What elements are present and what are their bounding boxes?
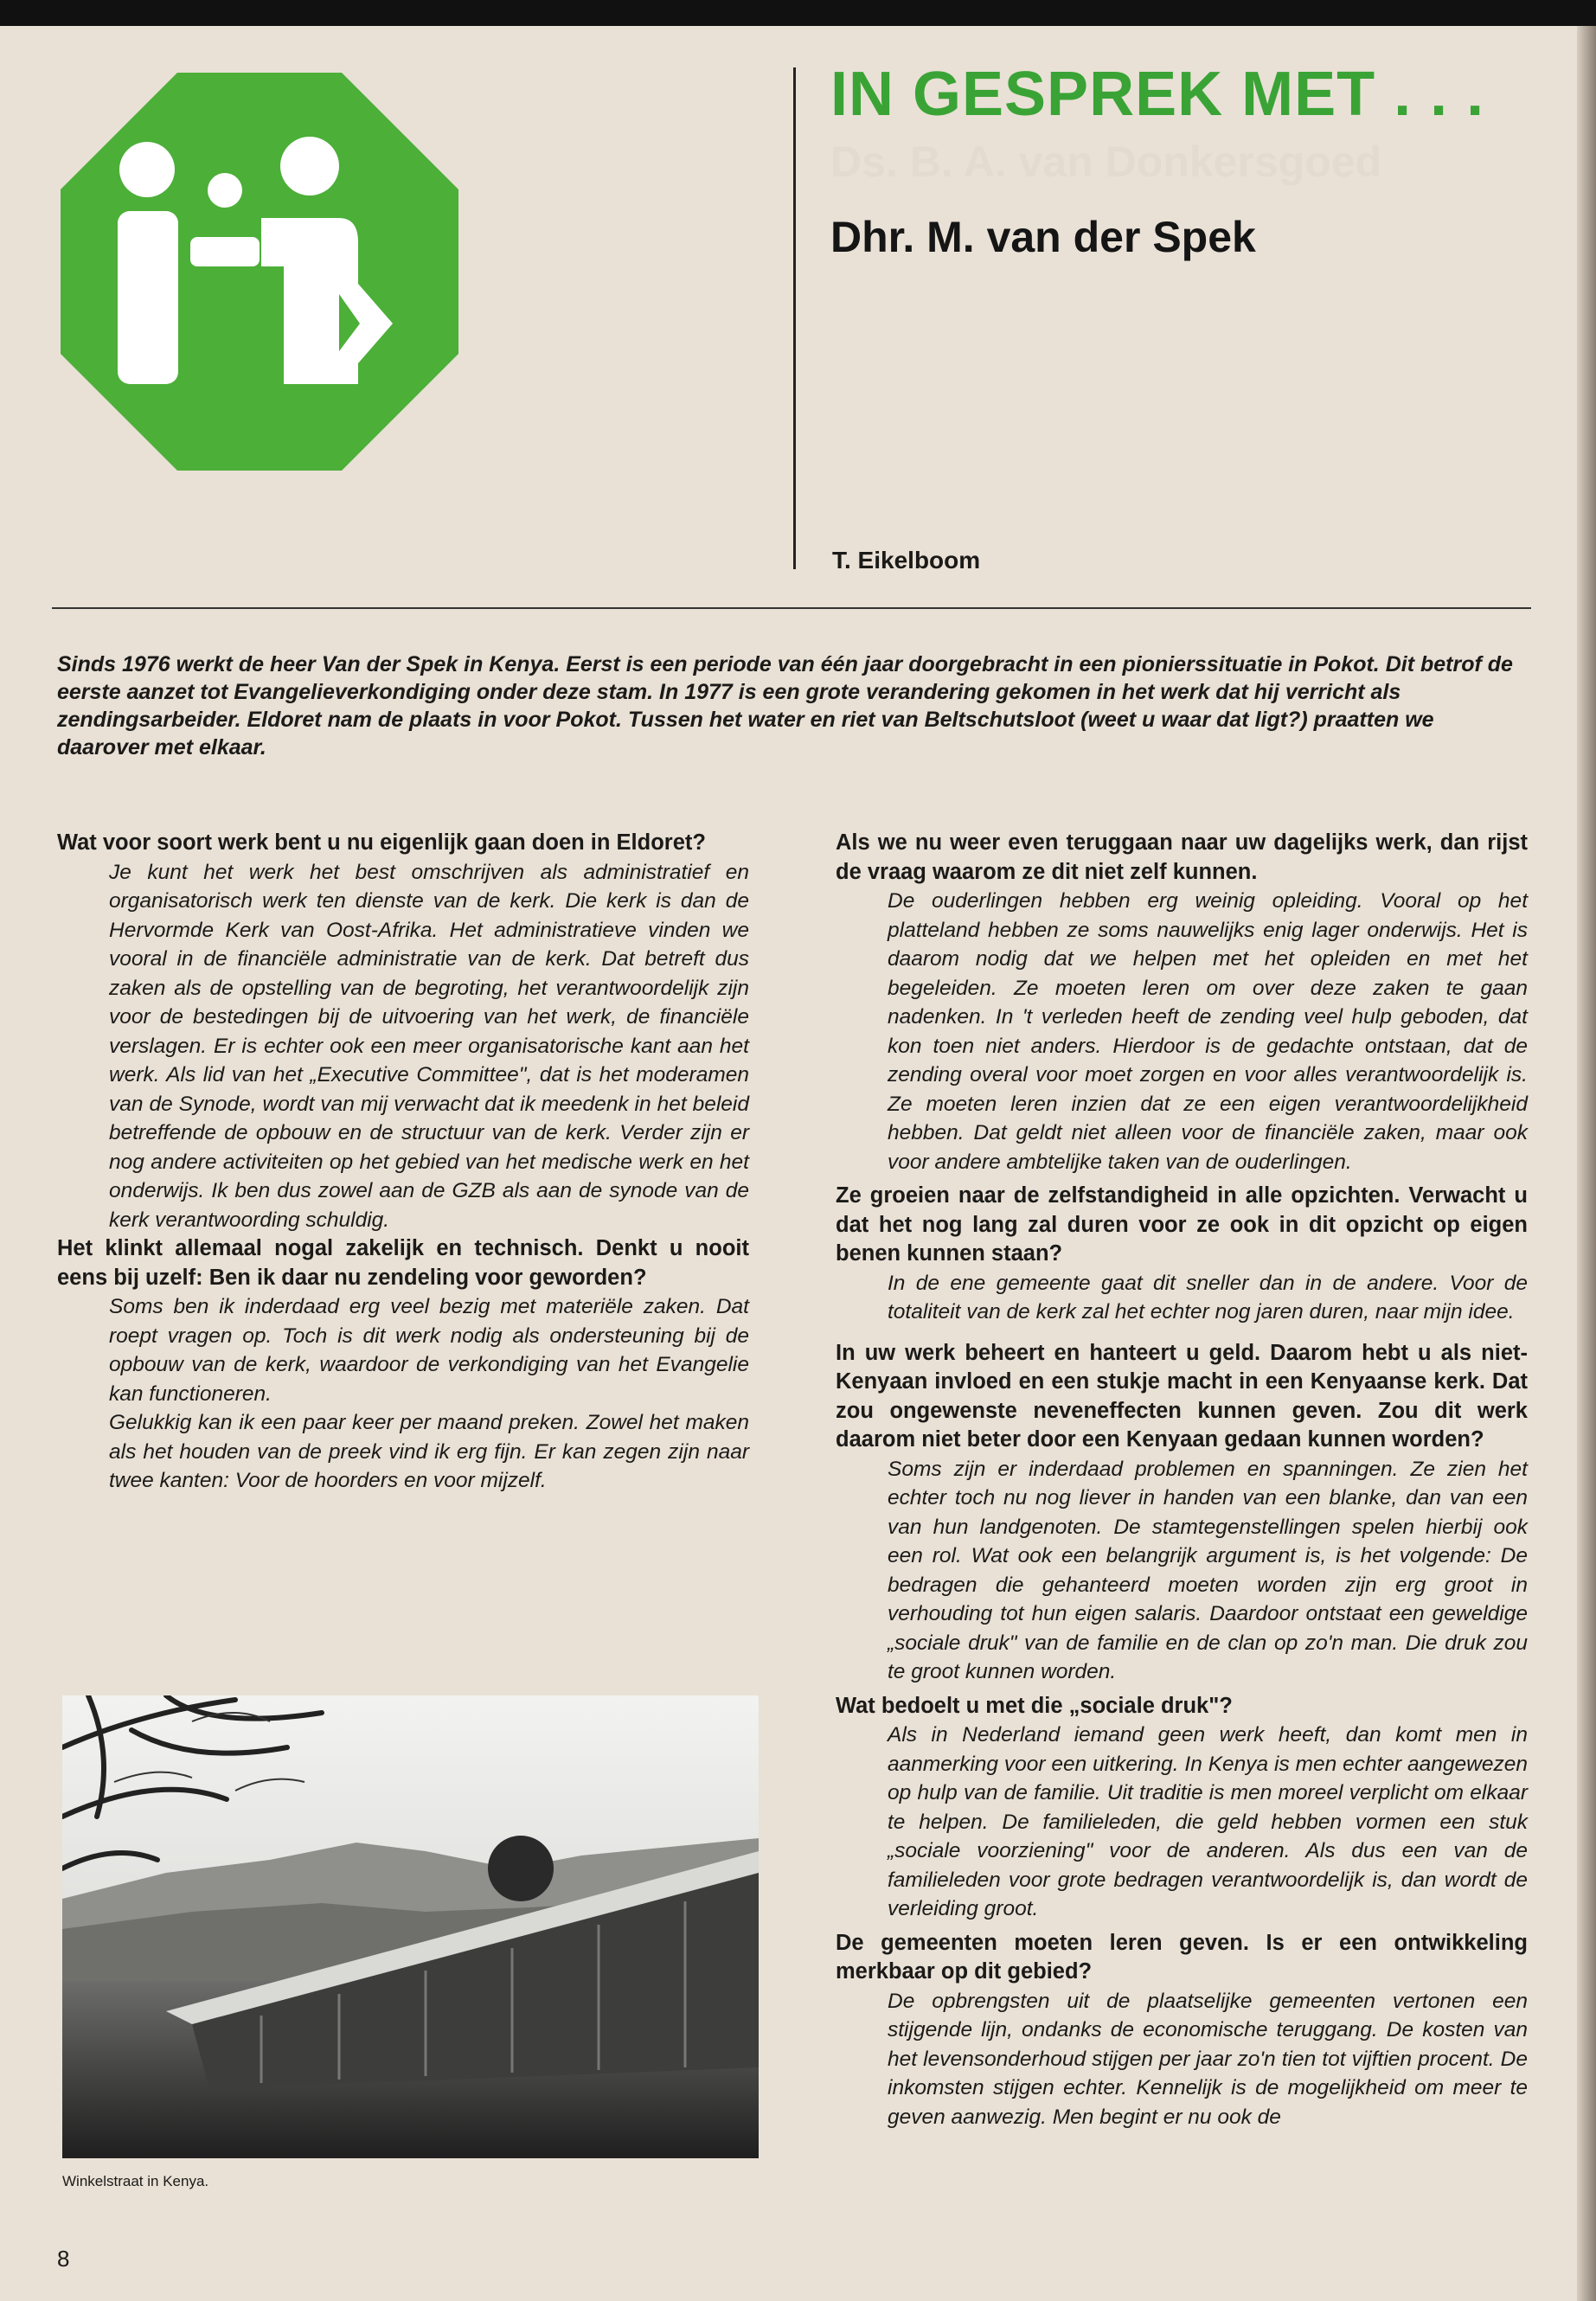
scan-right-edge [1577, 26, 1596, 2301]
header-vertical-rule [793, 67, 796, 569]
question-7: De gemeenten moeten leren geven. Is er een ontwikkeling merkbaar op dit gebied? [836, 1930, 1528, 1984]
question-3: Als we nu weer even teruggaan naar uw dagelijks werk, dan rijst de vraag waarom ze dit niet zelf kunnen. [836, 830, 1528, 884]
answer-1: Je kunt het werk het best omschrijven als administratief en organisatorisch werk ten dienste van de kerk. Die kerk is dan de Hervormde Kerk van Oost-Afrika. Het administratieve vinden we vooral in de financiële administratie van de kerk. Dat betreft dus zaken als de opstelling van de begroting, het verantwoordelijk zijn voor de bestedingen bij de uitvoering van het werk, de financiële verslagen. Er is echter ook een meer organisatorische kant aan het werk. Als lid van het „Executive Committee", dat is het moderamen van de Synode, wordt van mij verwacht dat ik meedenk in het beleid betreffende de opbouw en de structuur van de kerk. Verder zijn er nog andere activiteiten op het gebied van het medische werk en het onderwijs. Ik ben dus zowel aan de GZB als aan de synode van de kerk verantwoording schuldig. [109, 860, 749, 1232]
show-through-text: Ds. B. A. van Donkersgoed [830, 138, 1382, 186]
question-4: Ze groeien naar de zelfstandigheid in alle opzichten. Verwacht u dat het nog lang zal duren voor ze ook in dit opzicht op eigen benen kunnen staan? [836, 1183, 1528, 1266]
header-horizontal-rule [52, 607, 1531, 609]
author-byline: T. Eikelboom [832, 547, 981, 574]
interview-logo-icon [61, 73, 458, 471]
question-2: Het klinkt allemaal nogal zakelijk en technisch. Denkt u nooit eens bij uzelf: Ben ik daar nu zendeling voor geworden? [57, 1236, 749, 1290]
answer-2a: Soms ben ik inderdaad erg veel bezig met materiële zaken. Dat roept vragen op. Toch is dit werk nodig als ondersteuning bij de opbouw van de kerk, waardoor de verkondiging van het Evangelie kan functioneren. [109, 1295, 749, 1406]
question-5: In uw werk beheert en hanteert u geld. Daarom hebt u als niet-Kenyaan invloed en een stukje macht in een Kenyaanse kerk. Dat zou ongewenste neveneffecten kunnen geven. Zou dit werk daarom niet beter door een Kenyaan gedaan kunnen worden? [836, 1340, 1528, 1452]
left-column [57, 829, 749, 1496]
answer-6: Als in Nederland iemand geen werk heeft, dan komt men in aanmerking voor een uitkering. In Kenya is men echter aangewezen op hulp van de familie. Uit traditie is men moreel verplicht om elkaar te helpen. De familieleden, die geld hebben vormen een stuk „sociale voorziening" voor de anderen. Als dus een van de familieleden voor grote bedragen verantwoordelijk is, dan wordt de verleiding groot. [888, 1723, 1528, 1920]
right-column [836, 829, 1528, 2131]
answer-3: De ouderlingen hebben erg weinig opleiding. Vooral op het platteland hebben ze soms nauwelijks enig lager onderwijs. Het is daarom nodig dat we helpen met het opleiden en met het begeleiden. Ze moeten leren om over deze zaken te gaan nadenken. In 't verleden heeft de zending veel hulp geboden, dat kon toen niet anders. Hierdoor is de gedachte ontstaan, dat de zending overal voor moet zorgen en voor alles verantwoordelijk is. Ze moeten leren inzien dat ze een eigen verantwoordelijkheid hebben. Dat geldt niet alleen voor de financiële zaken, maar ook voor andere ambtelijke taken van de ouderlingen. [888, 889, 1528, 1174]
answer-2b: Gelukkig kan ik een paar keer per maand preken. Zowel het maken als het houden van de preek vind ik erg fijn. Er kan zegen zijn naar twee kanten: Voor de hoorders en voor mijzelf. [109, 1411, 749, 1492]
question-1: Wat voor soort werk bent u nu eigenlijk gaan doen in Eldoret? [57, 830, 706, 855]
page-number: 8 [57, 2246, 70, 2272]
series-title: IN GESPREK MET . . . [830, 60, 1485, 129]
photo-caption: Winkelstraat in Kenya. [62, 2173, 209, 2189]
scan-top-border [0, 0, 1596, 26]
answer-5: Soms zijn er inderdaad problemen en spanningen. Ze zien het echter toch nu nog liever in handen van een blanke, dan van een van hun landgenoten. De stamtegenstellingen spelen hierbij ook een rol. Wat ook een belangrijk argument is, is het volgende: De bedragen die gehanteerd moeten worden zijn erg groot in verhouding tot hun eigen salaris. Daardoor ontstaat een geweldige „sociale druk" van de familie en de clan op zo'n man. Die druk zou te groot kunnen worden. [888, 1457, 1528, 1683]
answer-4: In de ene gemeente gaat dit sneller dan in de andere. Voor de totaliteit van de kerk zal het echter nog jaren duren, naar mijn idee. [888, 1271, 1528, 1324]
question-6: Wat bedoelt u met die „sociale druk"? [836, 1693, 1233, 1718]
answer-7: De opbrengsten uit de plaatselijke gemeenten vertonen een stijgende lijn, ondanks de economische teruggang. De kosten van het levensonderhoud stijgen per jaar zo'n tien tot vijftien procent. De inkomsten stijgen echter. Kennelijk is de mogelijkheid om meer te geven aanwezig. Men begint er nu ook de [888, 1989, 1528, 2129]
intro-paragraph: Sinds 1976 werkt de heer Van der Spek in Kenya. Eerst is een periode van één jaar doorgebracht in een pionierssituatie in Pokot. Dit betrof de eerste aanzet tot Evangelieverkondiging onder deze stam. In 1977 is een grote verandering gekomen in het werk dat hij verricht als zendingsarbeider. Eldoret nam de plaats in voor Pokot. Tussen het water en riet van Beltschutsloot (weet u waar dat ligt?) praatten we daarover met elkaar. [57, 652, 1513, 760]
interviewee-name: Dhr. M. van der Spek [830, 213, 1256, 261]
street-photo [62, 1695, 759, 2158]
